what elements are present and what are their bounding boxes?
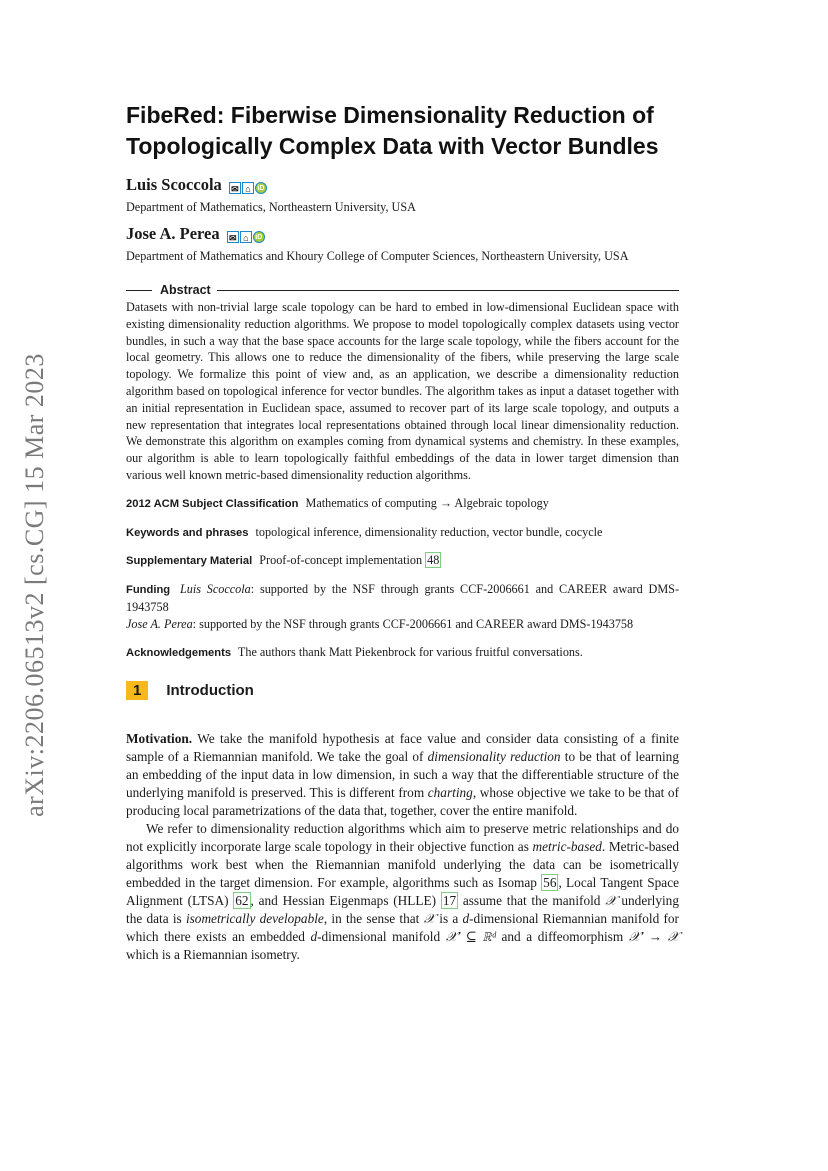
divider xyxy=(126,290,152,291)
section-title: Introduction xyxy=(166,682,254,700)
funding-text: : supported by the NSF through grants CCF-2006661 and CAREER award DMS-1943758 xyxy=(192,616,634,631)
author-name: Jose A. Perea xyxy=(126,223,220,243)
funding-text: : supported by the NSF through grants CCF-2006661 and CAREER award DMS-1943758 xyxy=(126,582,679,614)
mail-icon[interactable]: ✉ xyxy=(229,182,241,194)
paragraph: We refer to dimensionality reduction algorithms which aim to preserve metric relationships and do not explicitly incorporate large scale topology in their objective function as metric-based. Metric-based algorithms work best when the Riemannian manifold underlying the data can be isometrically embedded in the target dimension. For example, algorithms such as Isomap 56 , Local Tangent Space Alignment (LTSA) 62 , and Hessian Eigenmaps (HLLE) 17 assume that the manifold 𝒳 underlying the data is isometrically developable, in the sense that 𝒳 is a d-dimensional Riemannian manifold for which there exists an embedded d-dimensional manifold 𝒳′ ⊆ ℝᵈ and a diffeomorphism 𝒳′ → 𝒳 which is a Riemannian isometry. xyxy=(126,821,680,963)
acm-classification: 2012 ACM Subject Classification Mathematics of computing → Algebraic topology xyxy=(126,495,549,510)
mail-icon[interactable]: ✉ xyxy=(227,231,239,243)
abstract-heading: Abstract xyxy=(126,283,679,297)
orcid-icon[interactable]: iD xyxy=(253,231,265,243)
acknowledgements: Acknowledgements The authors thank Matt Piekenbrock for various fruitful conversations. xyxy=(126,644,583,659)
author-links xyxy=(229,177,267,197)
orcid-icon[interactable]: iD xyxy=(255,182,267,194)
divider xyxy=(217,290,679,291)
funding-name: Jose A. Perea xyxy=(126,616,193,631)
arxiv-id: arXiv:2206.06513v2 [cs.CG] 15 Mar 2023 xyxy=(20,353,49,817)
section-body xyxy=(126,730,679,964)
keywords: Keywords and phrases topological inference, dimensionality reduction, vector bundle, cocycle xyxy=(126,524,603,539)
citation-link[interactable]: 62 xyxy=(235,893,249,909)
funding: Funding Luis Scoccola: supported by the NSF through grants CCF-2006661 and CAREER award DMS-1943758 Jose A. Perea: supported by the NSF through grants CCF-2006661 and CAREER award DMS-1943758 xyxy=(126,582,679,631)
section-number: 1 xyxy=(126,681,148,700)
citation-link[interactable]: 56 xyxy=(543,875,557,891)
section-heading xyxy=(126,681,679,700)
paper-page xyxy=(126,100,679,964)
author-affiliation: Department of Mathematics and Khoury College of Computer Sciences, Northeastern University, USA xyxy=(126,248,629,263)
arxiv-sidebar xyxy=(20,260,50,910)
citation-link[interactable]: 48 xyxy=(427,553,440,568)
funding-name: Luis Scoccola xyxy=(179,582,251,597)
supplementary-material: Supplementary Material Proof-of-concept implementation 48 xyxy=(126,553,440,568)
home-icon[interactable]: ⌂ xyxy=(242,182,254,194)
paper-title: FibeRed: Fiberwise Dimensionality Reduction of Topologically Complex Data with Vector Bundles xyxy=(126,102,659,159)
citation-link[interactable]: 17 xyxy=(442,893,457,909)
author-block-1 xyxy=(126,175,679,216)
home-icon[interactable]: ⌂ xyxy=(240,231,252,243)
author-name: Luis Scoccola xyxy=(126,175,222,194)
abstract-text: Datasets with non-trivial large scale topology can be hard to embed in low-dimensional Euclidean space with existing dimensionality reduction algorithms. We propose to model topologically complex datasets using vector bundles, in such a way that the base space accounts for the large scale topology, while the fibers account for the local geometry. This allows one to reduce the dimensionality of the fibers, while preserving the large scale topology. We formalize this point of view and, as an application, we describe a dimensionality reduction algorithm based on topological inference for vector bundles. The algorithm takes as input a dataset together with an initial representation in Euclidean space, assumed to recover part of its large scale topology, and outputs a new representation that integrates local representations obtained through local linear dimensionality reduction. We demonstrate this algorithm on examples coming from dynamical systems and chemistry. In these examples, our algorithm is able to learn topologically faithful embeddings of the data in lower target dimension than various well known metric-based dimensionality reduction algorithms. xyxy=(126,300,679,482)
paragraph: Motivation. We take the manifold hypothesis at face value and consider data consisting of a finite sample of a Riemannian manifold. We take the goal of dimensionality reduction to be that of learning an embedding of the input data in low dimension, in such a way that the differentiable structure of the underlying manifold is preserved. This is different from charting, whose objective we take to be that of producing local parametrizations of the data that, together, cover the entire manifold. xyxy=(126,731,680,819)
author-affiliation: Department of Mathematics, Northeastern University, USA xyxy=(126,200,416,214)
author-links xyxy=(227,226,265,246)
author-block-2 xyxy=(126,224,679,265)
